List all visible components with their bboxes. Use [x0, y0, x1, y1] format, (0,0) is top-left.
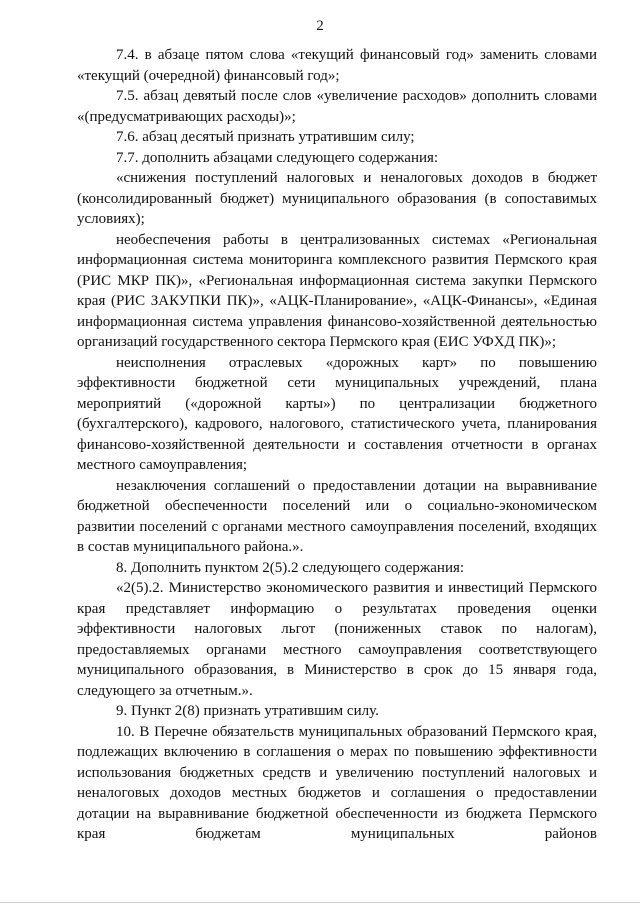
- paragraph-7-4: 7.4. в абзаце пятом слова «текущий финансовый год» заменить словами «текущий (очередной) финансовый год»;: [77, 47, 597, 84]
- paragraph-7-5: 7.5. абзац девятый после слов «увеличение расходов» дополнить словами «(предусматривающих расходы)»;: [77, 88, 597, 125]
- paragraph-subsidy-agreements: незаключения соглашений о предоставлении дотации на выравнивание бюджетной обеспеченности поселений или о социально-экономическом развитии поселений с органами местного самоуправления поселений, входящих в состав муниципального района.».: [77, 477, 597, 555]
- document-body: [77, 45, 597, 845]
- paragraph-centralized-systems: необеспечения работы в централизованных системах «Региональная информационная система мониторинга комплексного развития Пермского края (РИС МКР ПК)», «Региональная информационная система закупки Пермского края (РИС ЗАКУПКИ ПК)», «АЦК-Планирование», «АЦК-Финансы», «Единая информационная система управления финансово-хозяйственной деятельностью организаций государственного сектора Пермского края (ЕИС УФХД ПК)»;: [77, 231, 597, 350]
- paragraph-roadmaps: неисполнения отраслевых «дорожных карт» по повышению эффективности бюджетной сети муниципальных учреждений, плана мероприятий («дорожной карты») по централизации бюджетного (бухгалтерского), кадрового, налогового, статистического учета, планирования финансово-хозяйственной деятельности и составления отчетности в органах местного самоуправления;: [77, 354, 597, 473]
- paragraph-9: 9. Пункт 2(8) признать утратившим силу.: [116, 703, 379, 719]
- paragraph-10: 10. В Перечне обязательств муниципальных образований Пермского края, подлежащих включению в соглашения о мерах по повышению эффективности использования бюджетных средств и увеличению поступлений налоговых и неналоговых доходов местных бюджетов и соглашения о предоставлении дотации на выравнивание бюджетной обеспеченности из бюджета Пермского края бюджетам муниципальных районов: [77, 723, 597, 842]
- paragraph-revenue-decrease: «снижения поступлений налоговых и неналоговых доходов в бюджет (консолидированный бюджет) муниципального образования (в сопоставимых условиях);: [77, 170, 597, 227]
- paragraph-7-6: 7.6. абзац десятый признать утратившим силу;: [116, 129, 415, 145]
- paragraph-2-5-2: «2(5).2. Министерство экономического развития и инвестиций Пермского края представляет информацию о результатах проведения оценки эффективности налоговых льгот (пониженных ставок по налогам), предоставляемых органами местного самоуправления соответствующего муниципального образования, в Министерство в срок до 15 января года, следующего за отчетным.».: [77, 580, 597, 699]
- page-bottom-divider: [0, 902, 640, 903]
- paragraph-7-7: 7.7. дополнить абзацами следующего содержания:: [116, 149, 439, 166]
- paragraph-8: 8. Дополнить пунктом 2(5).2 следующего содержания:: [116, 559, 465, 576]
- page-number: 2: [316, 18, 324, 34]
